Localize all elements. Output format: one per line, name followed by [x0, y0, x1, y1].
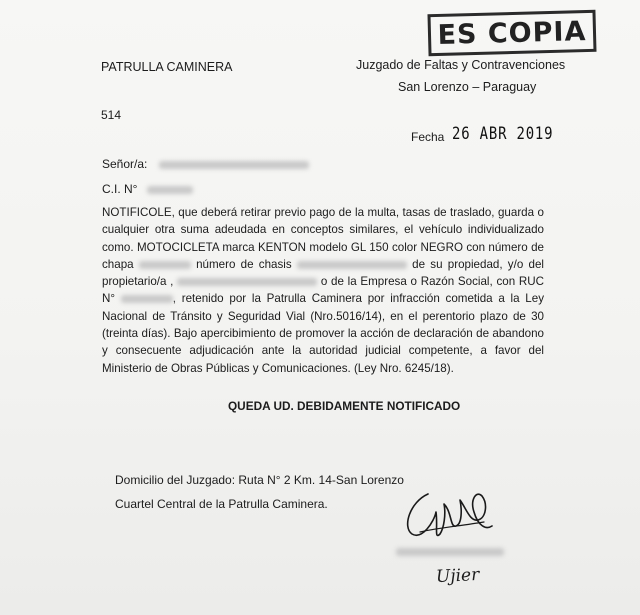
redacted-chassis [297, 261, 407, 269]
redacted-ci [147, 186, 193, 194]
body-text-2: número de chasis [196, 257, 292, 271]
signer-title: Ujier [435, 564, 480, 588]
institution-name: PATRULLA CAMINERA [101, 60, 233, 74]
redacted-owner [177, 278, 317, 286]
senor-label: Señor/a: [102, 157, 148, 171]
notification-body [102, 204, 544, 377]
redacted-ruc [121, 295, 173, 303]
ci-label: C.I. N° [102, 182, 138, 196]
fecha-label: Fecha [411, 130, 445, 144]
es-copia-stamp: ES COPIA [427, 10, 596, 56]
court-address: Domicilio del Juzgado: Ruta N° 2 Km. 14-San Lorenzo [115, 473, 404, 487]
court-location: San Lorenzo – Paraguay [398, 80, 537, 94]
body-text-5: , retenido por la Patrulla Caminera por infracción cometida a la Ley Nacional de Tránsito y Seguridad Vial (Nro.5016/14), en el perentorio plazo de 30 (treinta días). Bajo apercibimiento de promover la acción de declaración de abandono y consecuente adjudicación ante la autoridad judicial competente, a favor del Ministerio de Obras Públicas y Comunicaciones. (Ley Nro. 6245/18). [102, 292, 544, 375]
patrol-hq: Cuartel Central de la Patrulla Caminera. [115, 497, 328, 511]
document-number: 514 [101, 108, 122, 122]
senor-row [102, 157, 309, 171]
notice-heading: QUEDA UD. DEBIDAMENTE NOTIFICADO [228, 399, 461, 413]
redacted-plate [139, 261, 191, 269]
body-text-1: NOTIFICOLE, que deberá retirar previo pago de la multa, tasas de traslado, guarda o cualquier otra suma adeudada en conceptos similares, el vehículo individualizado como. MOTOCICLETA marca KENTON modelo GL 150 color NEGRO con número de chapa [102, 206, 544, 271]
ci-row [102, 182, 193, 196]
body-text-3: de su propiedad, y/o del propietario/a , [102, 257, 544, 289]
redacted-name [159, 161, 309, 169]
court-name: Juzgado de Faltas y Contravenciones [356, 58, 566, 72]
redacted-signer-name [396, 548, 504, 556]
fecha-date: 26 ABR 2019 [452, 124, 554, 144]
body-text-4: o de la Empresa o Razón Social, con RUC N° [102, 275, 544, 306]
